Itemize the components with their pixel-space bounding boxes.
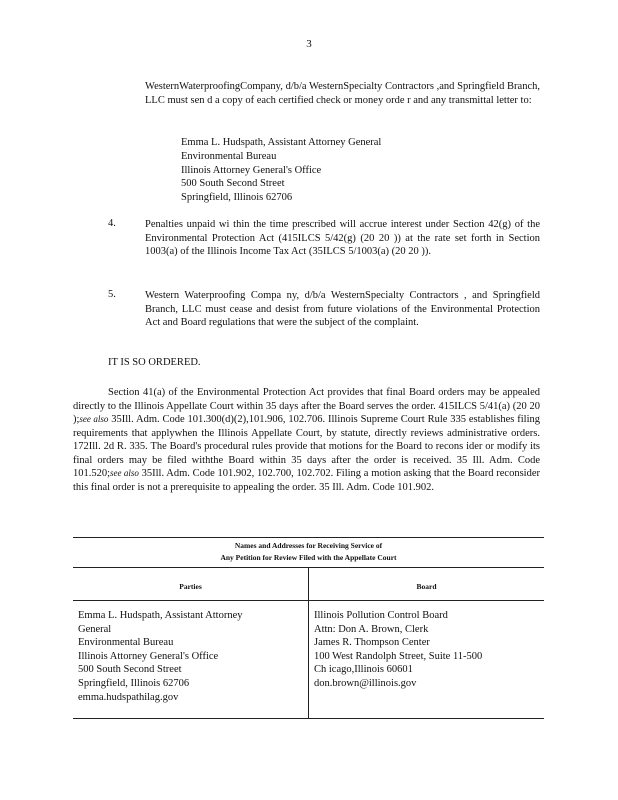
see-also-1: see also [79,414,109,424]
continuation-paragraph: WesternWaterproofingCompany, d/b/a WesternSpecialty Contractors ,and Springfield Branch, LLC must sen d a copy of each certified check or money orde r and any transmittal letter to: [145,81,540,106]
see-also-2: see also [110,468,139,478]
appeal-text-3: 35Ill. Adm. Code 101.902, 102.700, 102.702. Filing a motion asking that the Board reconsider this final order is not a prerequisite to appealing the order. 35 Ill. Adm. Code 101.902. [73,468,540,493]
address-line: Environmental Bureau [181,150,277,162]
parties-line: Environmental Bureau [78,637,174,649]
table-bottom-rule [73,718,544,719]
parties-line: General [78,623,112,635]
parties-line: 500 South Second Street [78,664,182,676]
board-heading: Board [416,582,437,591]
so-ordered: IT IS SO ORDERED. [108,357,201,368]
item-4-text: Penalties unpaid wi thin the time prescribed will accrue interest under Section 42(g) of the Environmental Protection Act (415ILCS 5/42(g) (20 20 )) at the rate set forth in Section 1003(a) of the Illinois Income Tax Act (35ILCS 5/1003(a) (20 20 )). [145,219,540,257]
board-column [314,609,482,691]
parties-line: Illinois Attorney General's Office [78,650,219,662]
board-line: Illinois Pollution Control Board [314,610,448,621]
address-line: 500 South Second Street [181,178,285,190]
header-line-2: Any Petition for Review Filed with the Appellate Court [220,553,397,562]
table-top-rule [73,537,544,538]
item-5-text: Western Waterproofing Compa ny, d/b/a WesternSpecialty Contractors , and Springfield Branch, LLC must cease and desist from future violations of the Environmental Protection Act and Board regulations that were the subject of the complaint. [145,290,540,328]
parties-line: Springfield, Illinois 62706 [78,677,190,689]
page-number: 3 [306,38,312,50]
item-4-number: 4. [108,218,116,229]
appeal-text-2: 35Ill. Adm. Code 101.300(d)(2),101.906, 102.706. Illinois Supreme Court Rule 335 establishes filing requirements that applywhen the Illinois Appellate Court, by statute, directly reviews administrative orders. 172Ill. 2d R. 335. The Board's procedural rules provide that motions for the Board to recons ider or modify its final orders may be filed withthe Board within 35 days after the order is received. 35 Ill. Adm. Code 101.520; [73,414,540,479]
address-line: Illinois Attorney General's Office [181,164,322,176]
board-line: Attn: Don A. Brown, Clerk [314,623,429,635]
address-line: Emma L. Hudspath, Assistant Attorney General [181,137,382,148]
parties-column [78,609,243,704]
item-5-number: 5. [108,289,116,300]
address-line: Springfield, Illinois 62706 [181,192,293,204]
header-line-1: Names and Addresses for Receiving Service of [234,541,383,550]
board-line: James R. Thompson Center [314,637,430,649]
parties-email: emma.hudspathilag.gov [78,691,179,703]
parties-line: Emma L. Hudspath, Assistant Attorney [78,610,243,621]
service-table-header [73,540,544,564]
board-line: 100 West Randolph Street, Suite 11-500 [314,650,483,662]
payment-address [181,136,381,205]
board-line: Ch icago,Illinois 60601 [314,664,413,676]
table-subheader-rule [73,600,544,601]
parties-heading: Parties [179,582,202,591]
appeal-paragraph [73,386,540,494]
appeal-text-1: Section 41(a) of the Environmental Protection Act provides that final Board orders may be appealed directly to the Illinois Appellate Court within 35 days after the Board serves the order. 415ILCS 5/41(a) (20 20 ); [73,387,540,425]
board-email: don.brown@illinois.gov [314,677,417,689]
